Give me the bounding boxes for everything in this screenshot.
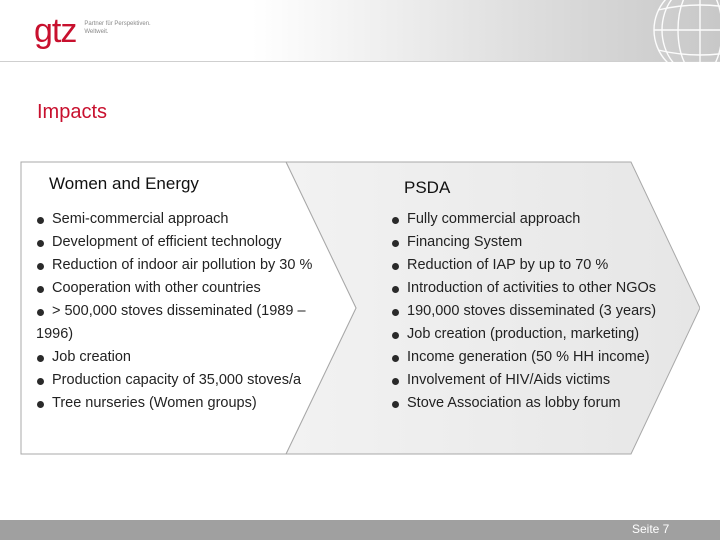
logo-tagline [84,20,150,36]
logo-wordmark: gtz [34,12,77,50]
globe-icon [630,0,720,62]
bullet-icon [392,240,399,247]
left-column-heading: Women and Energy [49,174,199,193]
header-band [0,0,720,62]
list-item: Reduction of IAP by up to 70 % [391,254,691,277]
list-item: Reduction of indoor air pollution by 30 % [36,254,356,277]
left-bullet-list [36,208,356,415]
list-item: Introduction of activities to other NGOs [391,277,691,300]
comparison-diagram [20,160,700,456]
list-item: Financing System [391,231,691,254]
bullet-icon [392,401,399,408]
list-item: 190,000 stoves disseminated (3 years) [391,300,691,323]
footer-bar [0,520,720,540]
bullet-icon [37,378,44,385]
right-column-heading: PSDA [404,178,451,197]
bullet-icon [37,286,44,293]
list-item: > 500,000 stoves disseminated (1989 – [36,300,356,323]
page-number: Seite 7 [632,522,670,536]
list-item: Involvement of HIV/Aids victims [391,369,691,392]
logo-tagline-line-2: Weltweit. [84,29,109,35]
list-item: Semi-commercial approach [36,208,356,231]
bullet-icon [392,263,399,270]
bullet-icon [392,309,399,316]
bullet-icon [37,217,44,224]
list-item: Job creation [36,346,356,369]
bullet-icon [392,378,399,385]
list-item: Cooperation with other countries [36,277,356,300]
bullet-icon [37,263,44,270]
right-bullet-list [391,208,691,415]
gtz-logo [34,14,151,54]
bullet-icon [37,309,44,316]
list-item: Fully commercial approach [391,208,691,231]
bullet-icon [392,217,399,224]
bullet-icon [392,286,399,293]
bullet-icon [37,355,44,362]
list-item: Job creation (production, marketing) [391,323,691,346]
bullet-icon [37,240,44,247]
logo-tagline-line-1: Partner für Perspektiven. [84,21,151,27]
bullet-icon [392,355,399,362]
list-item: Stove Association as lobby forum [391,392,691,415]
list-item: Development of efficient technology [36,231,356,254]
bullet-icon [392,332,399,339]
list-item: Production capacity of 35,000 stoves/a [36,369,356,392]
slide-title: Impacts [37,101,108,123]
list-item: Tree nurseries (Women groups) [36,392,356,415]
list-item-continuation: 1996) [36,326,74,342]
bullet-icon [37,401,44,408]
list-item: Income generation (50 % HH income) [391,346,691,369]
